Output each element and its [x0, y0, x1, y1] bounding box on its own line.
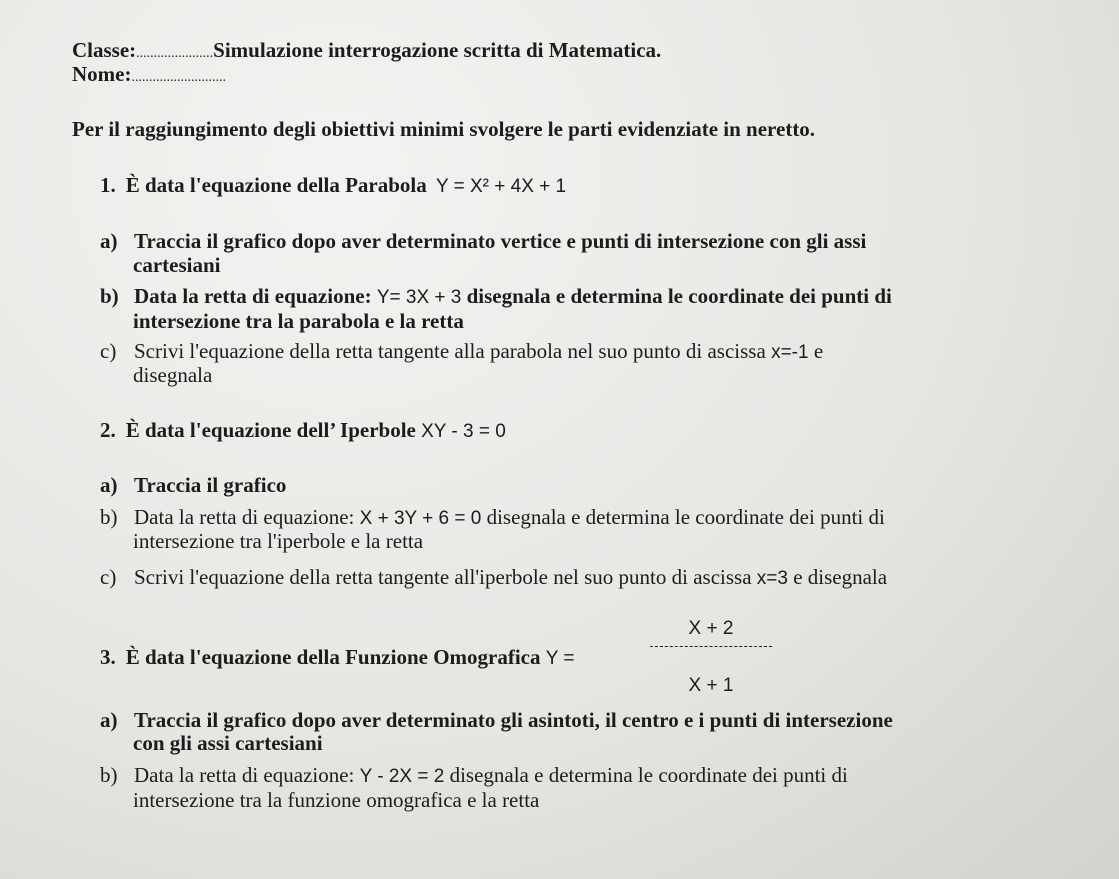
ex1-c-pre: Scrivi l'equazione della retta tangente alla parabola nel suo punto di ascissa [134, 339, 766, 363]
ex2-b-post: disegnala e determina le coordinate dei punti di [486, 505, 885, 529]
exercise-3-number: 3. [100, 645, 116, 669]
exercise-2-number: 2. [100, 418, 116, 442]
ex1-b-label: b) [100, 284, 119, 308]
ex2-c-abscissa: x=3 [756, 568, 788, 589]
ex2-a-label: a) [100, 473, 118, 497]
exercise-3-text: È data l'equazione della Funzione Omografica [125, 645, 541, 669]
nome-line [72, 62, 226, 90]
ex3-a-label: a) [100, 708, 118, 732]
ex3-b-line2: intersezione tra la funzione omografica e la retta [133, 788, 540, 812]
ex1-line-equation: Y= 3X + 3 [376, 287, 462, 308]
homographic-fraction [650, 613, 772, 696]
ex1-a-label: a) [100, 229, 118, 253]
classe-label: Classe: [72, 38, 137, 62]
exercise-2-heading [100, 418, 506, 444]
classe-blank: ...................... [136, 46, 214, 61]
ex3-a-line1 [100, 708, 893, 732]
fraction-bar [650, 646, 772, 647]
ex2-b-pre: Data la retta di equazione: [134, 505, 355, 529]
ex2-b-line2: intersezione tra l'iperbole e la retta [133, 529, 424, 553]
document-title: Simulazione interrogazione scritta di Matematica. [213, 38, 662, 62]
ex3-b-label: b) [100, 763, 118, 787]
ex1-c-abscissa: x=-1 [771, 342, 809, 363]
parabola-equation: Y = X² + 4X + 1 [436, 176, 567, 197]
ex2-c-post: e disegnala [793, 565, 888, 589]
ex1-c-line2: disegnala [133, 363, 213, 387]
fraction-numerator: X + 2 [688, 618, 734, 639]
intro-text: Per il raggiungimento degli obiettivi minimi svolgere le parti evidenziate in neretto. [72, 117, 816, 141]
ex2-c-pre: Scrivi l'equazione della retta tangente all'iperbole nel suo punto di ascissa [134, 565, 752, 589]
homographic-lhs: Y = [545, 648, 575, 669]
ex3-b-line1 [100, 763, 848, 789]
exercise-3-heading [100, 645, 574, 671]
ex1-b-pre: Data la retta di equazione: [134, 284, 372, 308]
ex3-a-line2: con gli assi cartesiani [133, 731, 323, 755]
ex1-a-line2: cartesiani [133, 253, 221, 277]
hyperbola-equation: XY - 3 = 0 [421, 421, 506, 442]
ex2-c-label: c) [100, 565, 117, 589]
ex1-b-post: disegnala e determina le coordinate dei punti di [466, 284, 892, 308]
ex2-c-line1 [100, 565, 887, 591]
exercise-1-number: 1. [100, 173, 116, 197]
ex2-b-line1 [100, 505, 885, 531]
ex2-line-equation: X + 3Y + 6 = 0 [359, 508, 482, 529]
ex1-b-line1 [100, 284, 892, 310]
nome-label: Nome: [72, 62, 132, 86]
ex2-b-label: b) [100, 505, 118, 529]
ex3-a-text: Traccia il grafico dopo aver determinato gli asintoti, il centro e i punti di intersezione [134, 708, 893, 732]
exercise-2-text: È data l'equazione dell’ Iperbole [125, 418, 416, 442]
fraction-denominator: X + 1 [688, 675, 734, 696]
ex1-c-line1 [100, 339, 823, 365]
exercise-1-text: È data l'equazione della Parabola [125, 173, 427, 197]
ex1-a-text: Traccia il grafico dopo aver determinato vertice e punti di intersezione con gli assi [134, 229, 867, 253]
nome-blank: ........................... [131, 70, 226, 85]
exercise-1-heading [100, 173, 566, 199]
ex3-b-pre: Data la retta di equazione: [134, 763, 355, 787]
ex1-c-post: e [813, 339, 824, 363]
ex2-a-text: Traccia il grafico [134, 473, 287, 497]
ex1-b-line2: intersezione tra la parabola e la retta [133, 309, 464, 333]
ex1-c-label: c) [100, 339, 117, 363]
ex3-line-equation: Y - 2X = 2 [359, 766, 445, 787]
ex3-b-post: disegnala e determina le coordinate dei punti di [449, 763, 848, 787]
ex2-a-line1 [100, 473, 286, 497]
ex1-a-line1 [100, 229, 866, 253]
